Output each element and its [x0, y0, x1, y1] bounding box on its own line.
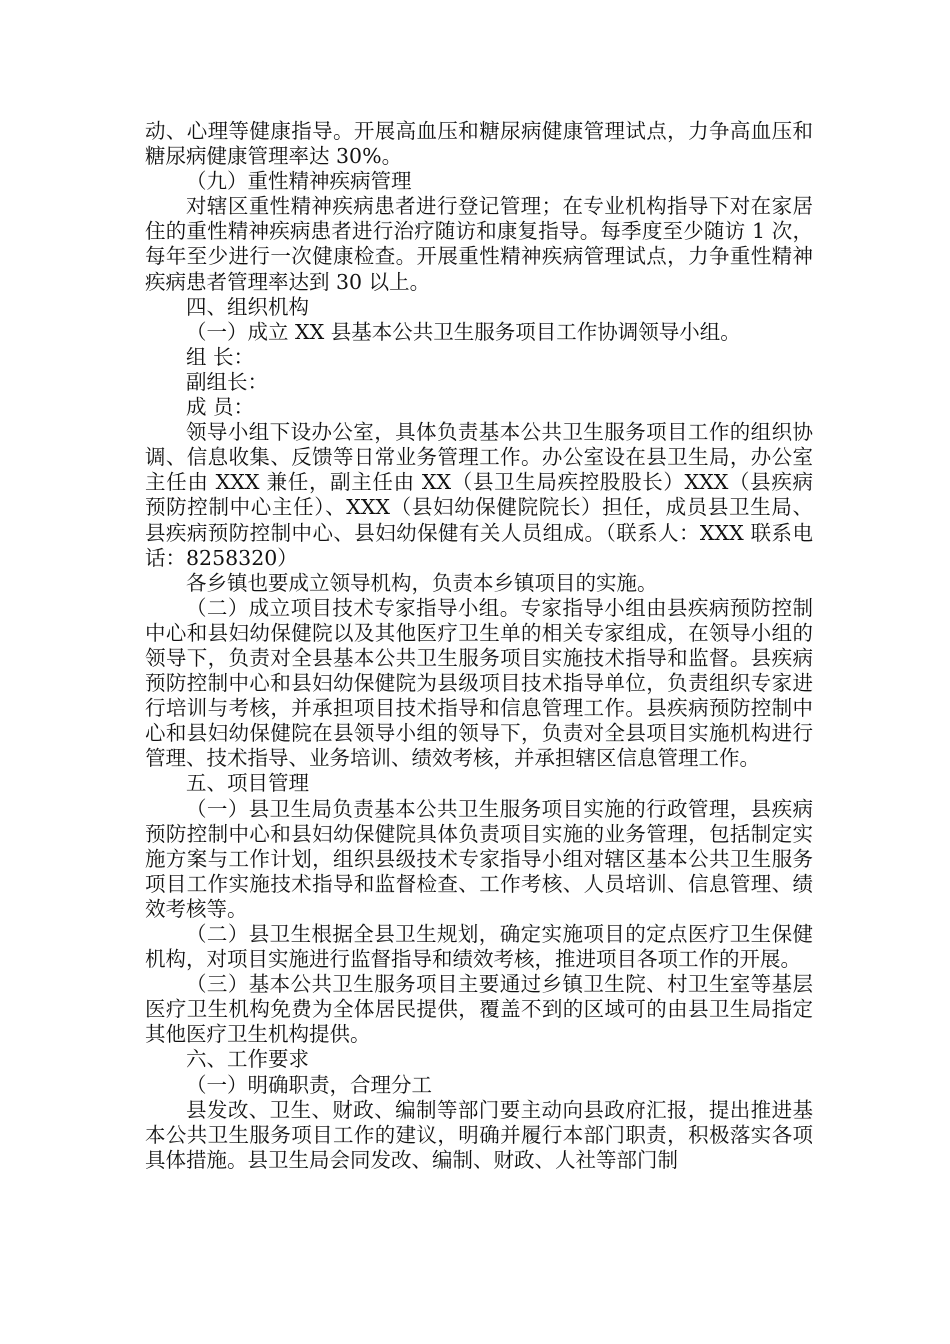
paragraph-leading-group: （一）成立 XX 县基本公共卫生服务项目工作协调领导小组。 — [186, 319, 741, 344]
section-heading-mental-illness: （九）重性精神疾病管理 — [186, 169, 412, 194]
field-group-leader: 组 长： — [186, 344, 255, 369]
section-heading-requirements: 六、工作要求 — [186, 1047, 309, 1072]
paragraph-township: 各乡镇也要成立领导机构，负责本乡镇项目的实施。 — [186, 570, 658, 595]
paragraph-mental-illness: 对辖区重性精神疾病患者进行登记管理；在专业机构指导下对在家居住的重性精神疾病患者进行治疗随访和康复指导。每季度至少随访 1 次，每年至少进行一次健康检查。开展重性精神疾病管理试点，力争重性精神疾病患者管理率达到 30 以上。 — [145, 194, 813, 294]
paragraph-requirement-body: 县发改、卫生、财政、编制等部门要主动向县政府汇报，提出推进基本公共卫生服务项目工作的建议，明确并履行本部门职责，积极落实各项具体措施。县卫生局会同发改、编制、财政、人社等部门制 — [145, 1097, 813, 1172]
section-heading-project-management: 五、项目管理 — [186, 771, 309, 796]
paragraph-continuation: 动、心理等健康指导。开展高血压和糖尿病健康管理试点，力争高血压和糖尿病健康管理率达 30%。 — [145, 119, 813, 169]
section-heading-organization: 四、组织机构 — [186, 294, 309, 319]
paragraph-management-3: （三）基本公共卫生服务项目主要通过乡镇卫生院、村卫生室等基层医疗卫生机构免费为全体居民提供，覆盖不到的区域可的由县卫生局指定其他医疗卫生机构提供。 — [145, 972, 813, 1047]
paragraph-management-2: （二）县卫生根据全县卫生规划，确定实施项目的定点医疗卫生保健机构，对项目实施进行监督指导和绩效考核，推进项目各项工作的开展。 — [145, 922, 813, 972]
paragraph-office: 领导小组下设办公室，具体负责基本公共卫生服务项目工作的组织协调、信息收集、反馈等日常业务管理工作。办公室设在县卫生局，办公室主任由 XXX 兼任，副主任由 XX（县卫生局疾控股股长）XXX（县疾病预防控制中心主任）、XXX（县妇幼保健院院长）担任，成员县卫生局、县疾病预防控制中心、县妇幼保健有关人员组成。（联系人：XXX 联系电话：8258320） — [145, 420, 813, 570]
field-deputy-leader: 副组长： — [186, 369, 268, 394]
field-members: 成 员： — [186, 395, 255, 420]
document-body — [145, 119, 813, 1173]
paragraph-management-1: （一）县卫生局负责基本公共卫生服务项目实施的行政管理，县疾病预防控制中心和县妇幼保健院具体负责项目实施的业务管理，包括制定实施方案与工作计划，组织县级技术专家指导小组对辖区基本公共卫生服务项目工作实施技术指导和监督检查、工作考核、人员培训、信息管理、绩效考核等。 — [145, 796, 813, 921]
paragraph-requirement-heading: （一）明确职责，合理分工 — [186, 1072, 432, 1097]
paragraph-expert-group: （二）成立项目技术专家指导小组。专家指导小组由县疾病预防控制中心和县妇幼保健院以及其他医疗卫生单的相关专家组成，在领导小组的领导下，负责对全县基本公共卫生服务项目实施技术指导和监督。县疾病预防控制中心和县妇幼保健院为县级项目技术指导单位，负责组织专家进行培训与考核，并承担项目技术指导和信息管理工作。县疾病预防控制中心和县妇幼保健院在县领导小组的领导下，负责对全县项目实施机构进行管理、技术指导、业务培训、绩效考核，并承担辖区信息管理工作。 — [145, 595, 813, 771]
